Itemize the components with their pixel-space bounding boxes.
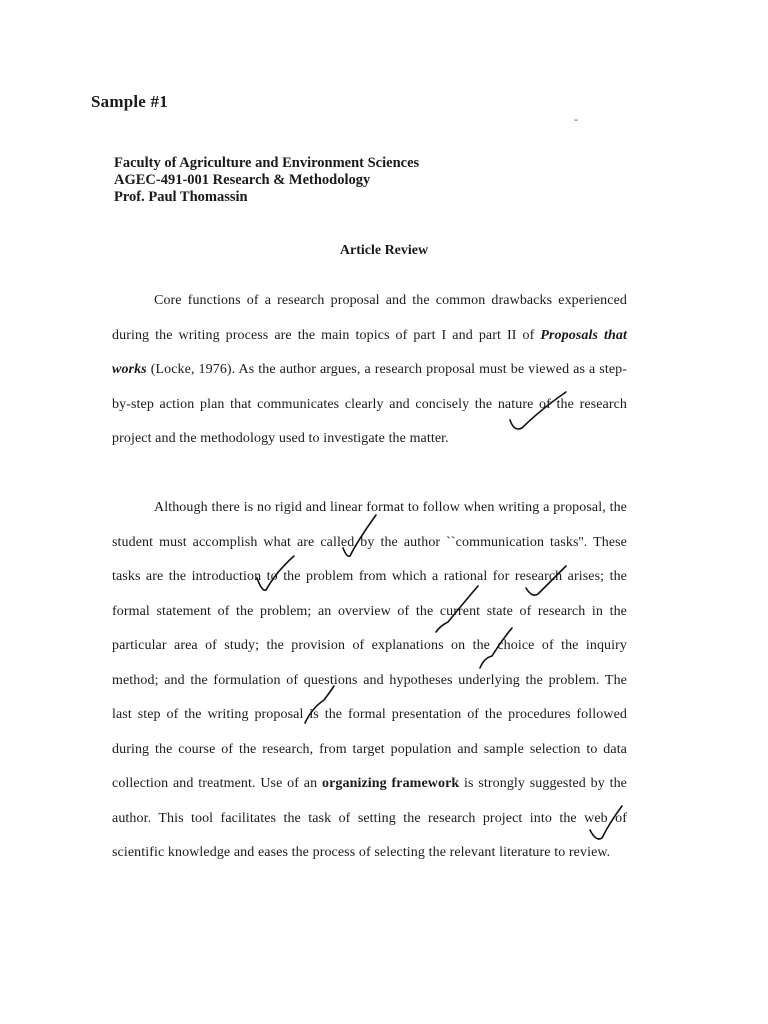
faculty-line: Faculty of Agriculture and Environment Sciences xyxy=(114,155,420,171)
stray-mark: - xyxy=(574,112,578,126)
organizing-framework-emphasis: organizing framework xyxy=(321,776,460,791)
paragraph-1 xyxy=(112,284,627,457)
paragraph-1-part-2: (Locke, 1976). As the author argues, a research proposal must be viewed as a step-by-step action plan that communicates clearly and concisely the nature of the research project and the methodology used to investigate the matter. xyxy=(112,362,627,446)
paragraph-2-part-2: is strongly suggested by the author. This tool facilitates the task of setting the research project into the web of scientific knowledge and eases the process of selecting the relevant literature to review. xyxy=(112,776,627,860)
course-header xyxy=(114,155,419,206)
paragraph-2-part-1: Although there is no rigid and linear format to follow when writing a proposal, the student must accomplish what are called by the author ``communication tasks''. These tasks are the introduction to the problem from which a rational for research arises; the formal statement of the problem; an overview of the current state of research in the particular area of study; the provision of explanations on the choice of the inquiry method; and the formulation of questions and hypotheses underlying the problem. The last step of the writing proposal is the formal presentation of the procedures followed during the course of the research, from target population and sample selection to data collection and treatment. Use of an xyxy=(112,500,627,791)
article-title-text: Article Review xyxy=(339,243,429,258)
article-title xyxy=(0,243,768,259)
professor-line: Prof. Paul Thomassin xyxy=(114,189,248,205)
course-line: AGEC-491-001 Research & Methodology xyxy=(114,172,371,188)
paragraph-2 xyxy=(112,491,627,871)
paragraph-1-part-1: Core functions of a research proposal and the common drawbacks experienced during the writing process are the main topics of part I and part II of xyxy=(112,293,627,343)
book-title: Proposals that works xyxy=(112,327,627,377)
sample-label: Sample #1 xyxy=(91,92,168,111)
